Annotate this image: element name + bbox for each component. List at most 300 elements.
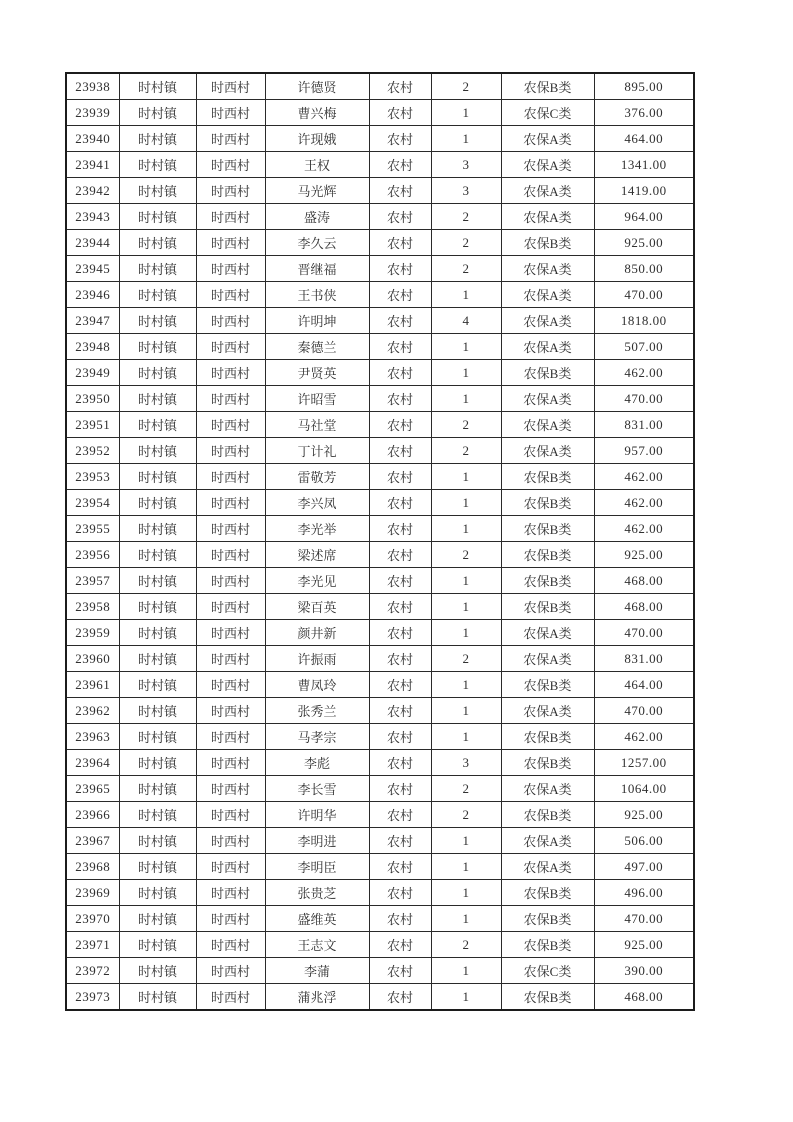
cell-insurance-category: 农保A类 <box>501 126 594 152</box>
cell-residence-type: 农村 <box>369 880 431 906</box>
cell-insurance-category: 农保A类 <box>501 152 594 178</box>
cell-amount: 470.00 <box>594 386 694 412</box>
cell-town: 时村镇 <box>119 360 196 386</box>
table-row <box>66 802 694 828</box>
cell-household-count: 2 <box>431 542 501 568</box>
cell-person-name: 张秀兰 <box>265 698 369 724</box>
cell-amount: 1064.00 <box>594 776 694 802</box>
cell-household-count: 1 <box>431 672 501 698</box>
cell-insurance-category: 农保B类 <box>501 230 594 256</box>
cell-insurance-category: 农保A类 <box>501 620 594 646</box>
cell-person-name: 晋继福 <box>265 256 369 282</box>
cell-residence-type: 农村 <box>369 698 431 724</box>
cell-town: 时村镇 <box>119 490 196 516</box>
cell-person-name: 雷敬芳 <box>265 464 369 490</box>
cell-town: 时村镇 <box>119 516 196 542</box>
cell-town: 时村镇 <box>119 73 196 100</box>
table-row <box>66 828 694 854</box>
cell-person-name: 曹兴梅 <box>265 100 369 126</box>
cell-household-count: 1 <box>431 854 501 880</box>
cell-insurance-category: 农保B类 <box>501 724 594 750</box>
cell-village: 时西村 <box>196 776 265 802</box>
table-row <box>66 360 694 386</box>
cell-household-count: 1 <box>431 594 501 620</box>
cell-village: 时西村 <box>196 126 265 152</box>
cell-town: 时村镇 <box>119 542 196 568</box>
cell-village: 时西村 <box>196 750 265 776</box>
table-row <box>66 282 694 308</box>
cell-village: 时西村 <box>196 438 265 464</box>
cell-person-name: 李光举 <box>265 516 369 542</box>
cell-town: 时村镇 <box>119 412 196 438</box>
cell-village: 时西村 <box>196 100 265 126</box>
cell-amount: 464.00 <box>594 126 694 152</box>
cell-residence-type: 农村 <box>369 256 431 282</box>
cell-person-name: 马光辉 <box>265 178 369 204</box>
cell-household-count: 1 <box>431 464 501 490</box>
cell-town: 时村镇 <box>119 126 196 152</box>
cell-village: 时西村 <box>196 204 265 230</box>
cell-insurance-category: 农保B类 <box>501 750 594 776</box>
cell-residence-type: 农村 <box>369 724 431 750</box>
cell-insurance-category: 农保A类 <box>501 282 594 308</box>
cell-household-count: 1 <box>431 360 501 386</box>
cell-insurance-category: 农保A类 <box>501 256 594 282</box>
cell-record-id: 23939 <box>66 100 119 126</box>
cell-town: 时村镇 <box>119 724 196 750</box>
cell-town: 时村镇 <box>119 438 196 464</box>
table-body <box>66 73 694 1010</box>
cell-residence-type: 农村 <box>369 672 431 698</box>
cell-village: 时西村 <box>196 698 265 724</box>
cell-amount: 468.00 <box>594 594 694 620</box>
cell-village: 时西村 <box>196 178 265 204</box>
cell-village: 时西村 <box>196 672 265 698</box>
cell-residence-type: 农村 <box>369 308 431 334</box>
table-row <box>66 646 694 672</box>
cell-town: 时村镇 <box>119 152 196 178</box>
cell-town: 时村镇 <box>119 672 196 698</box>
cell-amount: 925.00 <box>594 932 694 958</box>
cell-town: 时村镇 <box>119 230 196 256</box>
cell-household-count: 1 <box>431 828 501 854</box>
cell-amount: 470.00 <box>594 698 694 724</box>
cell-insurance-category: 农保A类 <box>501 204 594 230</box>
cell-person-name: 马孝宗 <box>265 724 369 750</box>
cell-village: 时西村 <box>196 152 265 178</box>
cell-amount: 462.00 <box>594 724 694 750</box>
cell-insurance-category: 农保A类 <box>501 386 594 412</box>
cell-person-name: 尹贤英 <box>265 360 369 386</box>
cell-amount: 462.00 <box>594 516 694 542</box>
cell-record-id: 23961 <box>66 672 119 698</box>
cell-record-id: 23947 <box>66 308 119 334</box>
cell-town: 时村镇 <box>119 750 196 776</box>
table-row <box>66 230 694 256</box>
cell-village: 时西村 <box>196 828 265 854</box>
cell-record-id: 23942 <box>66 178 119 204</box>
cell-town: 时村镇 <box>119 100 196 126</box>
cell-record-id: 23968 <box>66 854 119 880</box>
cell-insurance-category: 农保B类 <box>501 906 594 932</box>
cell-person-name: 盛涛 <box>265 204 369 230</box>
cell-amount: 462.00 <box>594 490 694 516</box>
cell-record-id: 23960 <box>66 646 119 672</box>
cell-town: 时村镇 <box>119 464 196 490</box>
cell-residence-type: 农村 <box>369 464 431 490</box>
cell-household-count: 1 <box>431 282 501 308</box>
cell-insurance-category: 农保C类 <box>501 958 594 984</box>
cell-village: 时西村 <box>196 620 265 646</box>
cell-household-count: 2 <box>431 802 501 828</box>
cell-amount: 1818.00 <box>594 308 694 334</box>
cell-household-count: 2 <box>431 412 501 438</box>
table-row <box>66 178 694 204</box>
cell-amount: 470.00 <box>594 620 694 646</box>
cell-village: 时西村 <box>196 308 265 334</box>
cell-town: 时村镇 <box>119 958 196 984</box>
cell-person-name: 颜井新 <box>265 620 369 646</box>
table-row <box>66 698 694 724</box>
cell-amount: 497.00 <box>594 854 694 880</box>
cell-residence-type: 农村 <box>369 412 431 438</box>
cell-record-id: 23955 <box>66 516 119 542</box>
cell-household-count: 1 <box>431 906 501 932</box>
cell-residence-type: 农村 <box>369 984 431 1011</box>
cell-residence-type: 农村 <box>369 204 431 230</box>
cell-residence-type: 农村 <box>369 490 431 516</box>
cell-residence-type: 农村 <box>369 802 431 828</box>
cell-town: 时村镇 <box>119 178 196 204</box>
cell-town: 时村镇 <box>119 386 196 412</box>
cell-residence-type: 农村 <box>369 100 431 126</box>
cell-amount: 462.00 <box>594 464 694 490</box>
cell-village: 时西村 <box>196 880 265 906</box>
table-row <box>66 932 694 958</box>
cell-household-count: 2 <box>431 230 501 256</box>
cell-amount: 1341.00 <box>594 152 694 178</box>
cell-town: 时村镇 <box>119 854 196 880</box>
cell-amount: 895.00 <box>594 73 694 100</box>
cell-household-count: 1 <box>431 620 501 646</box>
cell-person-name: 丁计礼 <box>265 438 369 464</box>
table-row <box>66 958 694 984</box>
cell-household-count: 1 <box>431 958 501 984</box>
cell-residence-type: 农村 <box>369 932 431 958</box>
cell-household-count: 1 <box>431 334 501 360</box>
cell-amount: 464.00 <box>594 672 694 698</box>
table-row <box>66 438 694 464</box>
cell-town: 时村镇 <box>119 594 196 620</box>
cell-insurance-category: 农保A类 <box>501 412 594 438</box>
cell-amount: 507.00 <box>594 334 694 360</box>
cell-insurance-category: 农保B类 <box>501 490 594 516</box>
cell-person-name: 梁百英 <box>265 594 369 620</box>
cell-person-name: 李明臣 <box>265 854 369 880</box>
cell-record-id: 23944 <box>66 230 119 256</box>
cell-residence-type: 农村 <box>369 282 431 308</box>
cell-household-count: 2 <box>431 256 501 282</box>
cell-village: 时西村 <box>196 932 265 958</box>
cell-amount: 1419.00 <box>594 178 694 204</box>
cell-record-id: 23964 <box>66 750 119 776</box>
cell-residence-type: 农村 <box>369 230 431 256</box>
cell-village: 时西村 <box>196 802 265 828</box>
cell-residence-type: 农村 <box>369 73 431 100</box>
cell-village: 时西村 <box>196 568 265 594</box>
cell-amount: 964.00 <box>594 204 694 230</box>
cell-person-name: 秦德兰 <box>265 334 369 360</box>
cell-village: 时西村 <box>196 724 265 750</box>
cell-record-id: 23953 <box>66 464 119 490</box>
cell-amount: 390.00 <box>594 958 694 984</box>
table-row <box>66 386 694 412</box>
table-row <box>66 594 694 620</box>
insurance-roster-table <box>65 72 695 1011</box>
table-row <box>66 854 694 880</box>
table-row <box>66 620 694 646</box>
cell-household-count: 1 <box>431 516 501 542</box>
cell-residence-type: 农村 <box>369 152 431 178</box>
cell-record-id: 23949 <box>66 360 119 386</box>
cell-village: 时西村 <box>196 230 265 256</box>
cell-village: 时西村 <box>196 334 265 360</box>
cell-person-name: 许明坤 <box>265 308 369 334</box>
cell-residence-type: 农村 <box>369 516 431 542</box>
cell-person-name: 李光见 <box>265 568 369 594</box>
cell-record-id: 23950 <box>66 386 119 412</box>
cell-residence-type: 农村 <box>369 126 431 152</box>
cell-person-name: 盛维英 <box>265 906 369 932</box>
cell-village: 时西村 <box>196 984 265 1011</box>
cell-residence-type: 农村 <box>369 438 431 464</box>
cell-insurance-category: 农保B类 <box>501 542 594 568</box>
cell-village: 时西村 <box>196 516 265 542</box>
cell-person-name: 王书侠 <box>265 282 369 308</box>
table-row <box>66 412 694 438</box>
cell-household-count: 1 <box>431 386 501 412</box>
table-row <box>66 880 694 906</box>
cell-village: 时西村 <box>196 386 265 412</box>
cell-person-name: 曹凤玲 <box>265 672 369 698</box>
cell-insurance-category: 农保B类 <box>501 594 594 620</box>
cell-record-id: 23971 <box>66 932 119 958</box>
cell-record-id: 23948 <box>66 334 119 360</box>
cell-household-count: 2 <box>431 73 501 100</box>
cell-village: 时西村 <box>196 594 265 620</box>
cell-insurance-category: 农保B类 <box>501 802 594 828</box>
cell-residence-type: 农村 <box>369 386 431 412</box>
table-row <box>66 672 694 698</box>
cell-town: 时村镇 <box>119 204 196 230</box>
cell-town: 时村镇 <box>119 906 196 932</box>
cell-amount: 831.00 <box>594 646 694 672</box>
cell-record-id: 23954 <box>66 490 119 516</box>
cell-record-id: 23970 <box>66 906 119 932</box>
cell-town: 时村镇 <box>119 282 196 308</box>
cell-town: 时村镇 <box>119 984 196 1011</box>
cell-person-name: 马社堂 <box>265 412 369 438</box>
table-row <box>66 906 694 932</box>
table-row <box>66 464 694 490</box>
cell-insurance-category: 农保B类 <box>501 360 594 386</box>
cell-person-name: 许德贤 <box>265 73 369 100</box>
cell-village: 时西村 <box>196 464 265 490</box>
cell-town: 时村镇 <box>119 256 196 282</box>
cell-household-count: 2 <box>431 646 501 672</box>
cell-record-id: 23941 <box>66 152 119 178</box>
cell-amount: 957.00 <box>594 438 694 464</box>
cell-household-count: 2 <box>431 932 501 958</box>
cell-household-count: 3 <box>431 178 501 204</box>
cell-residence-type: 农村 <box>369 828 431 854</box>
cell-town: 时村镇 <box>119 646 196 672</box>
cell-insurance-category: 农保A类 <box>501 178 594 204</box>
cell-residence-type: 农村 <box>369 646 431 672</box>
cell-amount: 925.00 <box>594 230 694 256</box>
cell-record-id: 23957 <box>66 568 119 594</box>
cell-person-name: 许现娥 <box>265 126 369 152</box>
table-row <box>66 152 694 178</box>
cell-insurance-category: 农保B类 <box>501 984 594 1011</box>
cell-household-count: 1 <box>431 490 501 516</box>
cell-insurance-category: 农保A类 <box>501 646 594 672</box>
table-row <box>66 490 694 516</box>
cell-village: 时西村 <box>196 542 265 568</box>
cell-record-id: 23965 <box>66 776 119 802</box>
cell-person-name: 许振雨 <box>265 646 369 672</box>
cell-record-id: 23938 <box>66 73 119 100</box>
table-row <box>66 126 694 152</box>
cell-record-id: 23958 <box>66 594 119 620</box>
table-row <box>66 516 694 542</box>
cell-amount: 470.00 <box>594 906 694 932</box>
cell-village: 时西村 <box>196 360 265 386</box>
table-row <box>66 750 694 776</box>
cell-village: 时西村 <box>196 958 265 984</box>
cell-amount: 468.00 <box>594 984 694 1011</box>
cell-person-name: 蒲兆浮 <box>265 984 369 1011</box>
table-row <box>66 334 694 360</box>
cell-insurance-category: 农保A类 <box>501 698 594 724</box>
cell-village: 时西村 <box>196 256 265 282</box>
cell-record-id: 23969 <box>66 880 119 906</box>
cell-amount: 496.00 <box>594 880 694 906</box>
cell-insurance-category: 农保B类 <box>501 516 594 542</box>
cell-amount: 831.00 <box>594 412 694 438</box>
cell-insurance-category: 农保A类 <box>501 308 594 334</box>
cell-village: 时西村 <box>196 646 265 672</box>
cell-person-name: 许昭雪 <box>265 386 369 412</box>
cell-household-count: 2 <box>431 776 501 802</box>
cell-household-count: 1 <box>431 698 501 724</box>
cell-person-name: 梁述席 <box>265 542 369 568</box>
cell-household-count: 3 <box>431 152 501 178</box>
cell-household-count: 1 <box>431 724 501 750</box>
cell-record-id: 23959 <box>66 620 119 646</box>
cell-person-name: 李长雪 <box>265 776 369 802</box>
cell-insurance-category: 农保B类 <box>501 73 594 100</box>
cell-residence-type: 农村 <box>369 568 431 594</box>
cell-insurance-category: 农保B类 <box>501 672 594 698</box>
cell-insurance-category: 农保A类 <box>501 828 594 854</box>
cell-residence-type: 农村 <box>369 958 431 984</box>
table-row <box>66 542 694 568</box>
cell-residence-type: 农村 <box>369 776 431 802</box>
cell-amount: 925.00 <box>594 542 694 568</box>
cell-record-id: 23945 <box>66 256 119 282</box>
table-row <box>66 984 694 1011</box>
cell-town: 时村镇 <box>119 698 196 724</box>
cell-town: 时村镇 <box>119 308 196 334</box>
table-row <box>66 204 694 230</box>
cell-record-id: 23943 <box>66 204 119 230</box>
cell-village: 时西村 <box>196 412 265 438</box>
cell-person-name: 王权 <box>265 152 369 178</box>
table-row <box>66 256 694 282</box>
cell-residence-type: 农村 <box>369 360 431 386</box>
cell-town: 时村镇 <box>119 802 196 828</box>
cell-record-id: 23956 <box>66 542 119 568</box>
cell-residence-type: 农村 <box>369 542 431 568</box>
cell-insurance-category: 农保B类 <box>501 932 594 958</box>
cell-insurance-category: 农保B类 <box>501 464 594 490</box>
cell-residence-type: 农村 <box>369 750 431 776</box>
cell-person-name: 王志文 <box>265 932 369 958</box>
cell-amount: 470.00 <box>594 282 694 308</box>
cell-town: 时村镇 <box>119 620 196 646</box>
table-row <box>66 100 694 126</box>
cell-record-id: 23967 <box>66 828 119 854</box>
cell-person-name: 李蒲 <box>265 958 369 984</box>
cell-amount: 462.00 <box>594 360 694 386</box>
cell-residence-type: 农村 <box>369 620 431 646</box>
table-row <box>66 724 694 750</box>
cell-town: 时村镇 <box>119 568 196 594</box>
cell-household-count: 2 <box>431 438 501 464</box>
cell-household-count: 2 <box>431 204 501 230</box>
cell-record-id: 23952 <box>66 438 119 464</box>
cell-residence-type: 农村 <box>369 334 431 360</box>
cell-household-count: 1 <box>431 568 501 594</box>
cell-insurance-category: 农保C类 <box>501 100 594 126</box>
cell-person-name: 李彪 <box>265 750 369 776</box>
cell-residence-type: 农村 <box>369 594 431 620</box>
cell-village: 时西村 <box>196 490 265 516</box>
cell-amount: 1257.00 <box>594 750 694 776</box>
cell-person-name: 李明进 <box>265 828 369 854</box>
cell-village: 时西村 <box>196 906 265 932</box>
table-row <box>66 73 694 100</box>
cell-record-id: 23962 <box>66 698 119 724</box>
cell-amount: 506.00 <box>594 828 694 854</box>
cell-village: 时西村 <box>196 282 265 308</box>
cell-household-count: 1 <box>431 100 501 126</box>
cell-town: 时村镇 <box>119 334 196 360</box>
table-row <box>66 568 694 594</box>
cell-village: 时西村 <box>196 854 265 880</box>
cell-record-id: 23966 <box>66 802 119 828</box>
cell-record-id: 23951 <box>66 412 119 438</box>
cell-residence-type: 农村 <box>369 854 431 880</box>
cell-town: 时村镇 <box>119 880 196 906</box>
cell-household-count: 1 <box>431 984 501 1011</box>
cell-town: 时村镇 <box>119 932 196 958</box>
cell-record-id: 23973 <box>66 984 119 1011</box>
cell-record-id: 23963 <box>66 724 119 750</box>
cell-household-count: 3 <box>431 750 501 776</box>
cell-insurance-category: 农保A类 <box>501 334 594 360</box>
